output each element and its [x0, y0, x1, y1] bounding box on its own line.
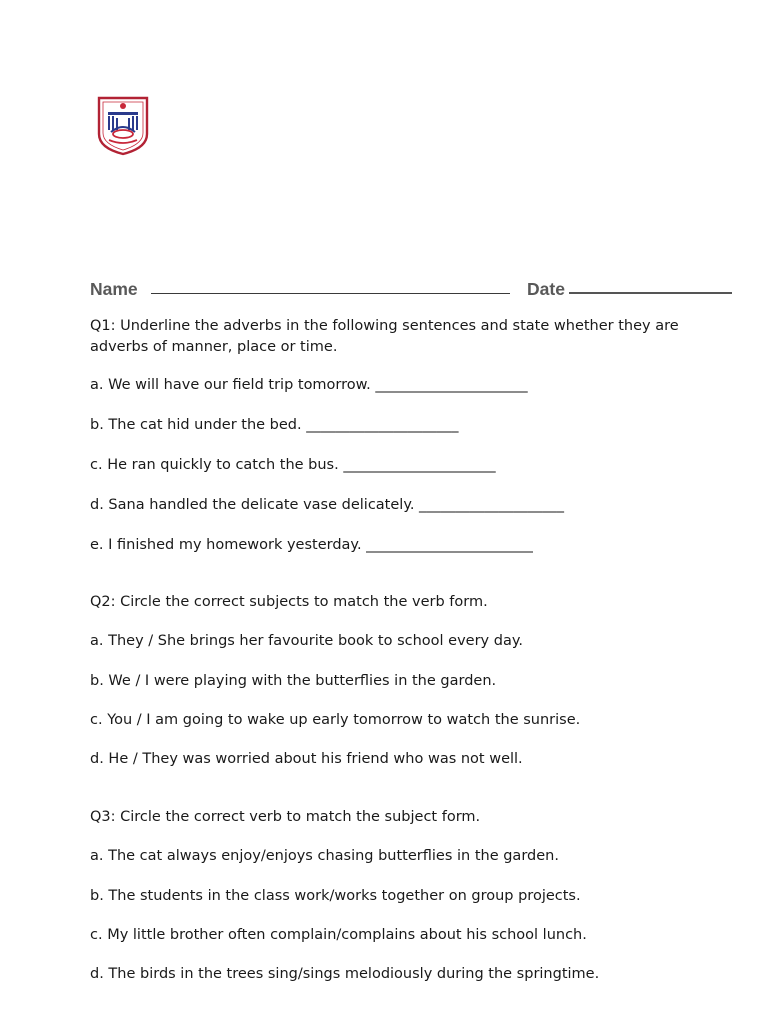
q1-item-b: b. The cat hid under the bed. _____________________ — [90, 417, 459, 433]
q3-prompt: Q3: Circle the correct verb to match the subject form. — [90, 809, 481, 825]
q2-prompt: Q2: Circle the correct subjects to match the verb form. — [90, 594, 488, 610]
q2-item-a: a. They / She brings her favourite book to school every day. — [90, 633, 523, 649]
q1-prompt: Q1: Underline the adverbs in the following sentences and state whether they are adverbs of manner, place or time. — [90, 318, 679, 355]
date-blank-line — [569, 292, 732, 294]
q2-item-b: b. We / I were playing with the butterflies in the garden. — [90, 673, 497, 689]
q3-item-d: d. The birds in the trees sing/sings melodiously during the springtime. — [90, 966, 600, 982]
q1-item-c: c. He ran quickly to catch the bus. _____________________ — [90, 457, 496, 473]
name-label: Name — [90, 279, 138, 299]
q3-item-a: a. The cat always enjoy/enjoys chasing butterflies in the garden. — [90, 848, 559, 864]
q2-item-d: d. He / They was worried about his friend who was not well. — [90, 751, 523, 767]
q2-item-c: c. You / I am going to wake up early tomorrow to watch the sunrise. — [90, 712, 581, 728]
name-date-row — [90, 279, 735, 301]
q3-item-c: c. My little brother often complain/complains about his school lunch. — [90, 927, 587, 943]
date-label: Date — [527, 279, 565, 299]
q3-item-b: b. The students in the class work/works together on group projects. — [90, 888, 581, 904]
q1-item-d: d. Sana handled the delicate vase delicately. ____________________ — [90, 497, 565, 513]
name-blank-line — [151, 293, 510, 294]
q1-item-e: e. I finished my homework yesterday. _______________________ — [90, 537, 533, 553]
q1-item-a: a. We will have our field trip tomorrow. _____________________ — [90, 377, 528, 393]
school-crest-icon — [97, 96, 149, 156]
